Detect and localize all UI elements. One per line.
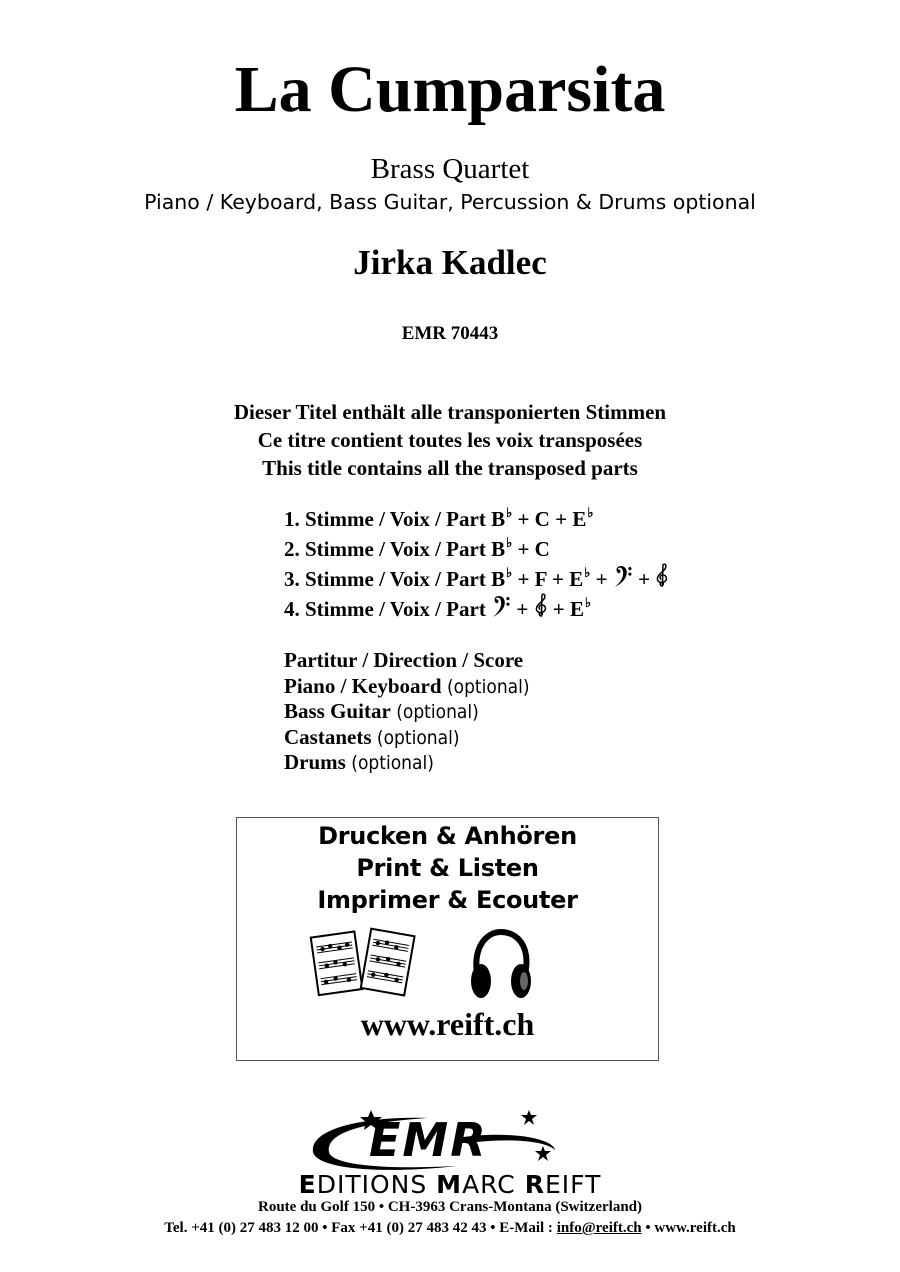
part-3: 3. Stimme / Voix / Part B♭ + F + E♭ + +	[284, 558, 669, 588]
promo-line-german: Drucken & Anhören	[318, 822, 577, 850]
email-link[interactable]: info@reift.ch	[556, 1220, 642, 1236]
website-url: www.reift.ch	[360, 1006, 535, 1042]
instrumentation-line: Piano / Keyboard, Bass Guitar, Percussion & Drums optional	[144, 190, 756, 214]
extra-bass-guitar: Bass Guitar (optional)	[284, 699, 479, 723]
print-listen-box	[236, 817, 659, 1061]
extra-drums: Drums (optional)	[284, 750, 434, 774]
piece-title: La Cumparsita	[234, 53, 666, 126]
part-1: 1. Stimme / Voix / Part B♭ + C + E♭	[284, 505, 594, 531]
catalog-number: EMR 70443	[401, 323, 499, 344]
publisher-brand: EDITIONS MARC REIFT	[298, 1170, 602, 1199]
extra-castanets: Castanets (optional)	[284, 724, 460, 749]
extra-score: Partitur / Direction / Score	[284, 648, 524, 672]
bass-clef-icon	[613, 564, 633, 588]
notice-english: This title contains all the transposed parts	[262, 456, 638, 480]
flat-sign: ♭	[585, 595, 592, 610]
sheet-music-icon	[309, 926, 421, 1006]
promo-line-english: Print & Listen	[356, 854, 539, 882]
part-4: 4. Stimme / Voix / Part + + E♭	[284, 588, 669, 618]
part-2: 2. Stimme / Voix / Part B♭ + C	[284, 535, 550, 561]
extra-piano: Piano / Keyboard (optional)	[284, 673, 530, 698]
flat-sign: ♭	[506, 535, 513, 550]
headphones-icon	[465, 926, 537, 1006]
treble-clef-icon	[655, 562, 669, 588]
flat-sign: ♭	[506, 565, 513, 580]
treble-clef-icon	[534, 592, 548, 618]
bass-clef-icon	[491, 594, 511, 618]
transposed-notice	[0, 398, 900, 482]
logo-text: EMR	[369, 1113, 488, 1167]
notice-german: Dieser Titel enthält alle transponierten Stimmen	[233, 400, 667, 424]
composer-name: Jirka Kadlec	[353, 243, 547, 282]
emr-logo	[307, 1108, 562, 1174]
ensemble-subtitle: Brass Quartet	[370, 153, 530, 185]
flat-sign: ♭	[506, 505, 513, 520]
flat-sign: ♭	[584, 565, 591, 580]
extras-list	[284, 648, 530, 776]
promo-line-french: Imprimer & Ecouter	[317, 886, 578, 914]
notice-french: Ce titre contient toutes les voix transposées	[257, 428, 643, 452]
publisher-contact: Tel. +41 (0) 27 483 12 00 • Fax +41 (0) 27 483 42 43 • E-Mail : info@reift.ch • www.reift.ch	[164, 1220, 736, 1236]
flat-sign: ♭	[587, 505, 594, 520]
parts-list	[284, 498, 669, 621]
publisher-address: Route du Golf 150 • CH-3963 Crans-Montana (Switzerland)	[258, 1199, 642, 1215]
